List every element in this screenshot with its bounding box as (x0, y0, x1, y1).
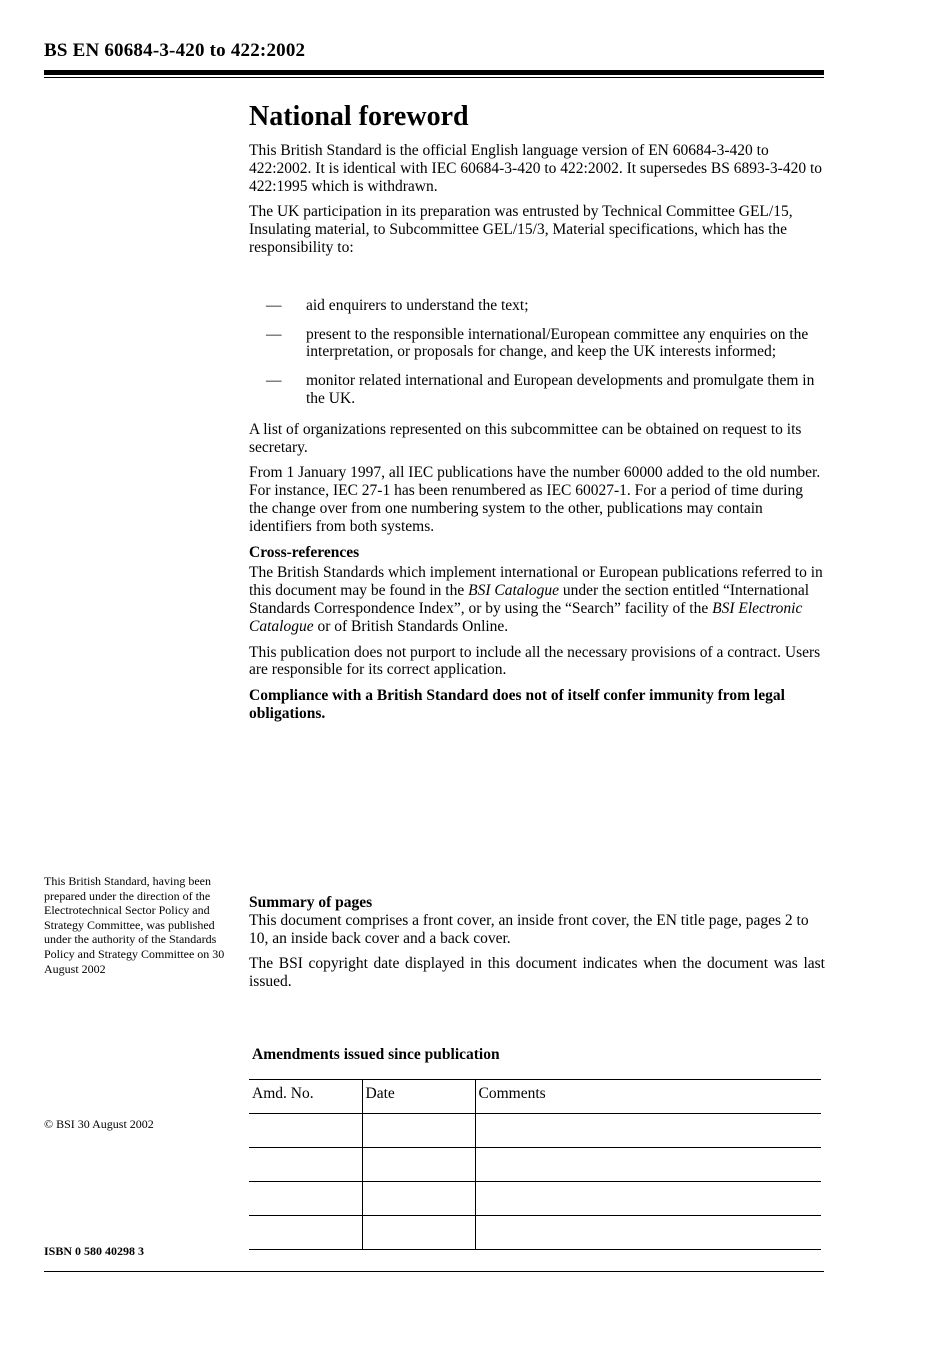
column-header-comments: Comments (475, 1080, 821, 1114)
list-item-text: present to the responsible international/European committee any enquiries on the interpretation, or proposals for change, and keep the UK interests informed; (306, 325, 809, 361)
table-cell (249, 1216, 362, 1250)
crossref-heading: Cross-references (249, 543, 360, 561)
amendments-table (249, 1079, 821, 1250)
dash-bullet: — (266, 296, 282, 314)
summary-text: This document comprises a front cover, an inside front cover, the EN title page, pages 2 to 10, an inside back cover and a back cover. (249, 911, 809, 947)
crossref-text-3: or of British Standards Online. (313, 617, 509, 635)
dash-bullet: — (266, 325, 282, 343)
copyright-date-note: The BSI copyright date displayed in this document indicates when the document was last issued. (249, 955, 825, 991)
table-cell (249, 1114, 362, 1148)
list-item (249, 372, 825, 408)
table-cell (362, 1114, 475, 1148)
column-header-date: Date (362, 1080, 475, 1114)
table-row (249, 1182, 821, 1216)
document-id-header: BS EN 60684-3-420 to 422:2002 (44, 40, 306, 61)
bsi-electronic-catalogue-title: BSI Electronic Catalogue (249, 599, 803, 635)
table-cell (362, 1182, 475, 1216)
table-cell (249, 1148, 362, 1182)
summary-of-pages (249, 894, 825, 999)
dash-bullet: — (266, 372, 282, 390)
table-header-row (249, 1080, 821, 1114)
summary-heading: Summary of pages (249, 894, 373, 911)
foreword-para-organizations: A list of organizations represented on this subcommittee can be obtained on request to its secretary. (249, 420, 802, 456)
table-cell (362, 1216, 475, 1250)
foreword-para-identity: This British Standard is the official English language version of EN 60684-3-420 to 422:2002. It is identical with IEC 60684-3-420 to 422:2002. It supersedes BS 6893-3-420 to 422:1995 which is withdrawn. (249, 142, 823, 195)
table-cell (475, 1148, 821, 1182)
header-rule-thin (44, 77, 824, 78)
table-row (249, 1216, 821, 1250)
list-item (249, 326, 825, 362)
crossref-text-1: The British Standards which implement international or European publications referred to in this document may be found in the (249, 564, 823, 600)
amendments-title: Amendments issued since publication (252, 1046, 500, 1063)
copyright-notice: © BSI 30 August 2002 (44, 1117, 154, 1131)
foreword-title: National foreword (249, 101, 469, 132)
column-header-amd-no: Amd. No. (249, 1080, 362, 1114)
foreword-para-participation: The UK participation in its preparation was entrusted by Technical Committee GEL/15, Insulating material, to Subcommittee GEL/15/3, Material specifications, which has the responsibility to: (249, 203, 793, 256)
isbn-number: ISBN 0 580 40298 3 (44, 1244, 145, 1258)
list-item-text: monitor related international and European developments and promulgate them in the UK. (306, 372, 815, 407)
list-item-text: aid enquirers to understand the text; (306, 296, 529, 314)
national-foreword (249, 100, 825, 731)
bsi-catalogue-title: BSI Catalogue (468, 582, 559, 600)
crossref-text-2: under the section entitled “International Standards Correspondence Index”, or by using the “Search” facility of the (249, 582, 810, 617)
responsibility-list (249, 297, 825, 408)
compliance-statement: Compliance with a British Standard does not of itself confer immunity from legal obligations. (249, 687, 785, 722)
publication-authority-note: This British Standard, having been prepared under the direction of the Electrotechnical Sector Policy and Strategy Committee, was published under the authority of the Standards Policy and Strategy Committee on 30 August 2002 (44, 874, 225, 976)
table-row (249, 1114, 821, 1148)
table-cell (249, 1182, 362, 1216)
foreword-para-provisions: This publication does not purport to include all the necessary provisions of a contract. Users are responsible for its correct application. (249, 643, 821, 679)
crossref-paragraph (249, 564, 825, 635)
table-cell (362, 1148, 475, 1182)
table-cell (475, 1114, 821, 1148)
table-row (249, 1148, 821, 1182)
table-cell (475, 1216, 821, 1250)
footer-rule (44, 1271, 824, 1272)
list-item (249, 297, 825, 315)
table-cell (475, 1182, 821, 1216)
foreword-para-numbering: From 1 January 1997, all IEC publications have the number 60000 added to the old number. For instance, IEC 27-1 has been renumbered as IEC 60027-1. For a period of time during the change over from one numbering system to the other, publications may contain identifiers from both systems. (249, 464, 821, 535)
header-rule-thick (44, 70, 824, 75)
